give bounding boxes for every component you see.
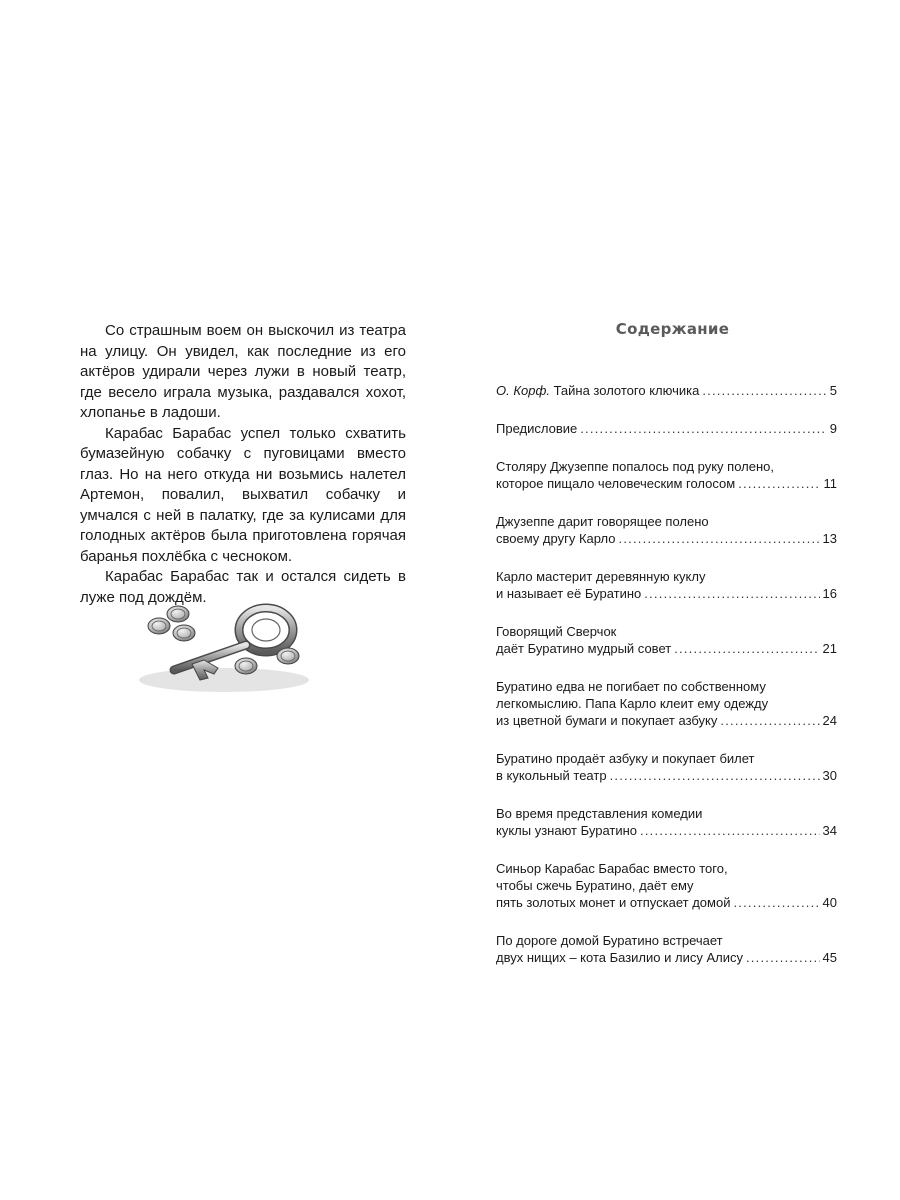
toc-entry-title: чтобы сжечь Буратино, даёт ему: [496, 878, 694, 893]
shadow: [139, 668, 309, 692]
toc-entry-text: [496, 861, 728, 876]
toc-page-number: 13: [822, 531, 837, 546]
table-of-contents: [496, 320, 837, 987]
toc-page-number: 9: [829, 421, 837, 436]
toc-entry-text: [496, 475, 735, 492]
toc-entry-text: [496, 712, 717, 729]
toc-entry-text: [496, 459, 774, 474]
toc-dot-leader: [610, 767, 820, 784]
toc-entry[interactable]: [496, 750, 837, 784]
toc-entry-line: [496, 932, 837, 949]
toc-entry-text: [496, 767, 607, 784]
toc-entry-title: куклы узнают Буратино: [496, 823, 638, 838]
toc-entry-text: [496, 822, 637, 839]
story-paragraph-1: Со страшным воем он выскочил из театра на улицу. Он увидел, как последние из его актёров удирали через лужи в новый театр, где весело играла музыка, раздавался хохот, хлопанье в ладоши.: [80, 322, 406, 421]
coin-icon: [173, 625, 195, 641]
toc-entry-title: По дороге домой Буратино встречает: [496, 933, 723, 948]
toc-entry-line: [496, 530, 837, 547]
toc-entry-text: [496, 624, 616, 639]
toc-entry-title: Карло мастерит деревянную куклу: [496, 569, 706, 584]
toc-entry-title: Буратино едва не погибает по собственному: [496, 679, 766, 694]
toc-entry-line: [496, 623, 837, 640]
toc-entry-line: [496, 640, 837, 657]
toc-page-number: 5: [829, 383, 837, 398]
toc-entry[interactable]: [496, 458, 837, 492]
toc-entry-text: [496, 806, 702, 821]
coin-icon: [235, 658, 257, 674]
left-page: [80, 321, 406, 608]
toc-page-number: 30: [822, 768, 837, 783]
story-paragraph-2: Карабас Барабас успел только схватить бумазейную собачку с пуговицами вместо глаз. Но на него откуда ни возьмись налетел Артемон, повалил, выхватил собачку и умчался с ней в палатку, где за кулисами для голодных актёров была приготовлена горячая баранья похлёбка с чесноком.: [80, 424, 406, 565]
toc-entry[interactable]: [496, 805, 837, 839]
toc-entry[interactable]: [496, 568, 837, 602]
toc-entry-title: своему другу Карло: [496, 531, 616, 546]
toc-dot-leader: [644, 585, 819, 602]
toc-title: Содержание: [615, 320, 730, 338]
toc-entry-text: [496, 878, 694, 893]
toc-entry-text: [496, 530, 616, 547]
toc-entry-line: [496, 420, 837, 437]
coin-icon: [148, 618, 170, 634]
toc-list: [496, 382, 837, 966]
toc-entry-title: и называет её Буратино: [496, 586, 642, 601]
golden-key-illustration: [134, 600, 314, 700]
toc-entry-text: [496, 751, 755, 766]
toc-entry-text: [496, 569, 705, 584]
toc-entry-line: [496, 382, 837, 399]
toc-entry-line: [496, 475, 837, 492]
toc-entry-title: из цветной бумаги и покупает азбуку: [496, 713, 718, 728]
toc-entry-line: [496, 712, 837, 729]
toc-entry-line: [496, 805, 837, 822]
toc-page-number: 34: [822, 823, 837, 838]
toc-entry[interactable]: [496, 382, 837, 399]
toc-entry-text: [496, 382, 699, 399]
toc-entry-text: [496, 640, 671, 657]
toc-entry-text: [496, 679, 766, 694]
toc-dot-leader: [674, 640, 819, 657]
toc-entry-text: [496, 894, 730, 911]
toc-entry-title: Столяру Джузеппе попалось под руку полено,: [496, 459, 774, 474]
toc-entry-text: [496, 696, 768, 711]
toc-dot-leader: [580, 420, 827, 437]
toc-entry-title: даёт Буратино мудрый совет: [496, 641, 672, 656]
toc-entry-line: [496, 513, 837, 530]
toc-dot-leader: [738, 475, 820, 492]
toc-entry-title: Джузеппе дарит говорящее полено: [496, 514, 709, 529]
toc-dot-leader: [702, 382, 826, 399]
toc-dot-leader: [746, 949, 820, 966]
toc-entry-line: [496, 695, 837, 712]
story-paragraph-3: Карабас Барабас так и остался сидеть в луже под дождём.: [80, 568, 406, 606]
toc-entry-title: в кукольный театр: [496, 768, 607, 783]
toc-entry-line: [496, 585, 837, 602]
toc-entry-title: которое пищало человеческим голосом: [496, 476, 736, 491]
toc-entry-line: [496, 860, 837, 877]
toc-page-number: 24: [822, 713, 837, 728]
toc-page-number: 11: [823, 476, 837, 491]
toc-entry-line: [496, 822, 837, 839]
toc-page-number: 21: [822, 641, 837, 656]
toc-entry-title: пять золотых монет и отпускает домой: [496, 895, 731, 910]
toc-page-number: 45: [822, 950, 837, 965]
toc-entry-title: Буратино продаёт азбуку и покупает билет: [496, 751, 755, 766]
toc-entry-line: [496, 877, 837, 894]
toc-entry-text: [496, 949, 743, 966]
toc-entry[interactable]: [496, 420, 837, 437]
toc-entry-line: [496, 949, 837, 966]
toc-entry-line: [496, 767, 837, 784]
toc-entry-line: [496, 458, 837, 475]
toc-entry[interactable]: [496, 623, 837, 657]
toc-page-number: 16: [822, 586, 837, 601]
toc-entry[interactable]: [496, 932, 837, 966]
toc-dot-leader: [733, 894, 819, 911]
toc-entry-line: [496, 750, 837, 767]
coin-icon: [277, 648, 299, 664]
toc-entry-text: [496, 585, 641, 602]
toc-entry[interactable]: [496, 860, 837, 911]
toc-entry-title: Предисловие: [496, 421, 578, 436]
toc-entry[interactable]: [496, 513, 837, 547]
toc-entry-line: [496, 894, 837, 911]
toc-entry-text: [496, 420, 577, 437]
toc-dot-leader: [619, 530, 820, 547]
toc-entry-title: двух нищих – кота Базилио и лису Алису: [496, 950, 743, 965]
toc-entry-line: [496, 568, 837, 585]
toc-entry-author: О. Корф.: [496, 383, 550, 398]
coin-icon: [167, 606, 189, 622]
toc-entry-title: Тайна золотого ключика: [553, 383, 700, 398]
toc-entry-title: Говорящий Сверчок: [496, 624, 617, 639]
toc-entry[interactable]: [496, 678, 837, 729]
toc-entry-line: [496, 678, 837, 695]
toc-entry-title: Синьор Карабас Барабас вместо того,: [496, 861, 728, 876]
toc-page-number: 40: [822, 895, 837, 910]
toc-dot-leader: [640, 822, 820, 839]
toc-entry-text: [496, 514, 709, 529]
toc-entry-title: Во время представления комедии: [496, 806, 703, 821]
toc-entry-title: легкомыслию. Папа Карло клеит ему одежду: [496, 696, 769, 711]
toc-dot-leader: [720, 712, 819, 729]
toc-entry-text: [496, 933, 723, 948]
